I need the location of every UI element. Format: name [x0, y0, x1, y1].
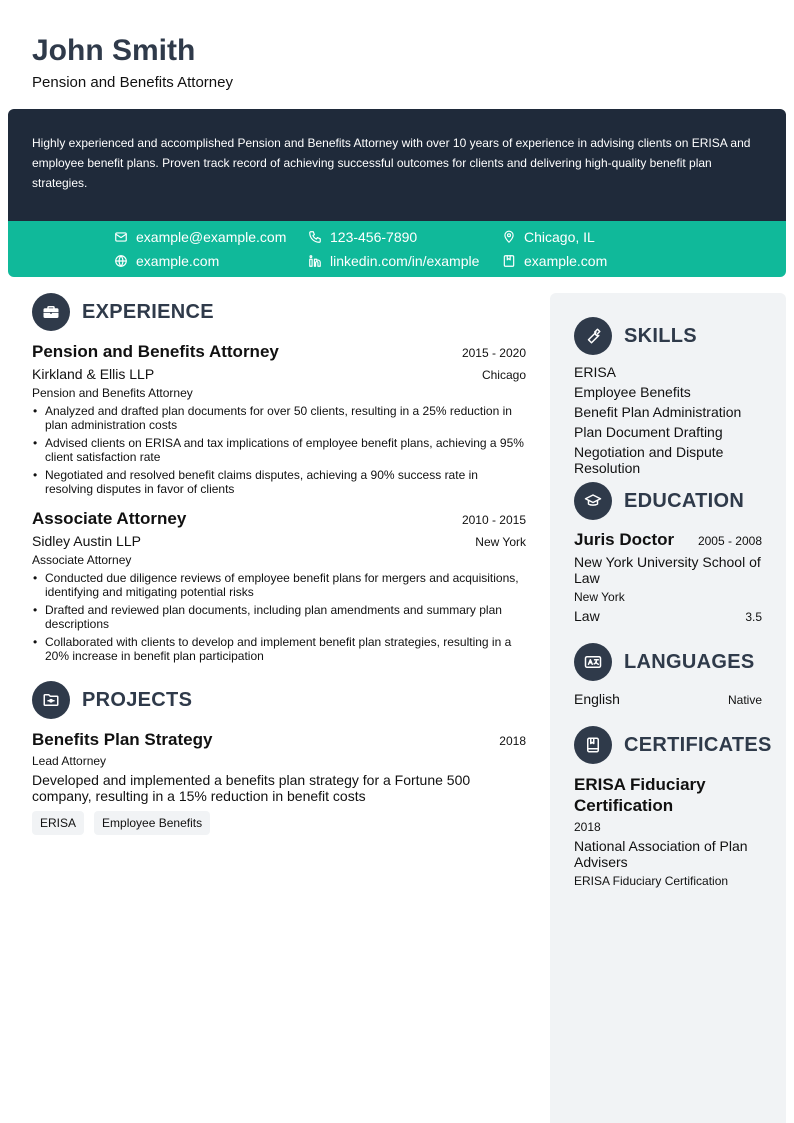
certificates-title: CERTIFICATES [624, 733, 772, 756]
skills-list [574, 364, 762, 476]
translate-icon [574, 643, 612, 681]
sidebar-panel [550, 293, 786, 1123]
contact-email[interactable] [114, 229, 286, 245]
tag-badge: Employee Benefits [94, 811, 210, 835]
linkedin-icon [308, 254, 322, 268]
summary-text: Highly experienced and accomplished Pension and Benefits Attorney with over 10 years of experience in advising clients on ERISA and employee benefit plans. Proven track record of achieving successful outcomes for clients and delivering high-quality benefit plan strategies. [8, 109, 786, 221]
project-year: 2018 [499, 734, 526, 748]
language-item [574, 691, 762, 707]
job-dates: 2010 - 2015 [461, 513, 526, 527]
contact-website[interactable] [114, 253, 219, 269]
list-item: • Negotiated and resolved benefit claims disputes, achieving a 90% success rate in resolving disputes in favor of clients [32, 468, 526, 496]
list-item: • Conducted due diligence reviews of employee benefit plans for mergers and acquisitions, identifying and mitigating potential risks [32, 571, 526, 599]
project-entry [32, 730, 526, 835]
project-name: Benefits Plan Strategy [32, 730, 213, 749]
contact-phone-text: 123-456-7890 [330, 229, 418, 245]
skills-heading [574, 317, 762, 355]
projects-heading [32, 681, 526, 719]
skill-item: Negotiation and Dispute Resolution [574, 444, 724, 476]
project-tags [32, 811, 526, 835]
education-field: Law [574, 608, 600, 624]
wrench-icon [574, 317, 612, 355]
book-icon [574, 726, 612, 764]
job-company: Kirkland & Ellis LLP [32, 366, 155, 382]
phone-icon [308, 230, 322, 244]
globe-icon [114, 254, 128, 268]
experience-title: EXPERIENCE [82, 300, 214, 323]
certificate-name: ERISA Fiduciary Certification [574, 775, 706, 815]
certificate-detail: ERISA Fiduciary Certification [574, 874, 729, 888]
contact-portfolio[interactable] [502, 253, 607, 269]
language-name: English [574, 691, 620, 707]
skill-item: Plan Document Drafting [574, 424, 723, 440]
contact-email-text: example@example.com [136, 229, 287, 245]
folder-icon [32, 681, 70, 719]
language-level: Native [727, 693, 762, 707]
experience-heading [32, 293, 526, 331]
contact-linkedin[interactable] [308, 253, 479, 269]
skill-item: ERISA [574, 364, 617, 380]
project-role: Lead Attorney [32, 754, 107, 768]
list-item: • Analyzed and drafted plan documents for over 50 clients, resulting in a 25% reduction in plan administration costs [32, 404, 526, 432]
contact-bar [8, 221, 786, 277]
job-company: Sidley Austin LLP [32, 533, 141, 549]
contact-linkedin-text: linkedin.com/in/example [330, 253, 480, 269]
job-location: Chicago [481, 368, 526, 382]
job-location: New York [475, 535, 526, 549]
education-heading [574, 482, 762, 520]
list-item: • Drafted and reviewed plan documents, including plan amendments and summary plan descriptions [32, 603, 526, 631]
education-title: EDUCATION [624, 489, 745, 512]
job-role: Associate Attorney [32, 553, 132, 567]
candidate-title: Pension and Benefits Attorney [32, 74, 233, 91]
tag-badge: ERISA [32, 811, 84, 835]
contact-website-text: example.com [136, 253, 220, 269]
projects-title: PROJECTS [82, 688, 193, 711]
skill-item: Benefit Plan Administration [574, 404, 742, 420]
education-school: New York University School of Law [574, 554, 761, 586]
portfolio-icon [502, 254, 516, 268]
candidate-name: John Smith [32, 34, 196, 67]
list-item: • Collaborated with clients to develop and implement benefit plan strategies, resulting in a 20% increase in benefit plan participation [32, 635, 526, 663]
list-item: • Advised clients on ERISA and tax implications of employee benefit plans, achieving a 95% client satisfaction rate [32, 436, 526, 464]
contact-portfolio-text: example.com [524, 253, 608, 269]
certificate-entry [574, 774, 762, 888]
skill-item: Employee Benefits [574, 384, 691, 400]
job-dates: 2015 - 2020 [461, 346, 526, 360]
map-pin-icon [502, 230, 516, 244]
certificate-issuer: National Association of Plan Advisers [574, 838, 748, 870]
contact-phone[interactable] [308, 229, 417, 245]
skills-title: SKILLS [624, 324, 697, 347]
certificates-heading [574, 726, 772, 764]
education-dates: 2005 - 2008 [697, 534, 762, 548]
education-degree: Juris Doctor [574, 530, 675, 549]
contact-location-text: Chicago, IL [524, 229, 595, 245]
contact-location [502, 229, 595, 245]
job-position: Associate Attorney [32, 509, 187, 528]
job-bullets [32, 571, 526, 663]
education-gpa: 3.5 [745, 610, 762, 624]
job-role: Pension and Benefits Attorney [32, 386, 193, 400]
certificate-year: 2018 [574, 820, 601, 834]
summary-banner [8, 109, 786, 277]
job-bullets [32, 404, 526, 496]
graduation-cap-icon [574, 482, 612, 520]
education-location: New York [574, 590, 625, 604]
mail-icon [114, 230, 128, 244]
experience-entry [32, 509, 526, 663]
job-position: Pension and Benefits Attorney [32, 342, 279, 361]
project-description: Developed and implemented a benefits plan strategy for a Fortune 500 company, resulting in a 15% reduction in benefit costs [32, 772, 471, 804]
education-entry [574, 530, 762, 624]
experience-entry [32, 342, 526, 496]
briefcase-icon [32, 293, 70, 331]
resume-header [32, 32, 233, 91]
main-column [32, 293, 526, 835]
languages-title: LANGUAGES [624, 650, 755, 673]
languages-heading [574, 643, 762, 681]
